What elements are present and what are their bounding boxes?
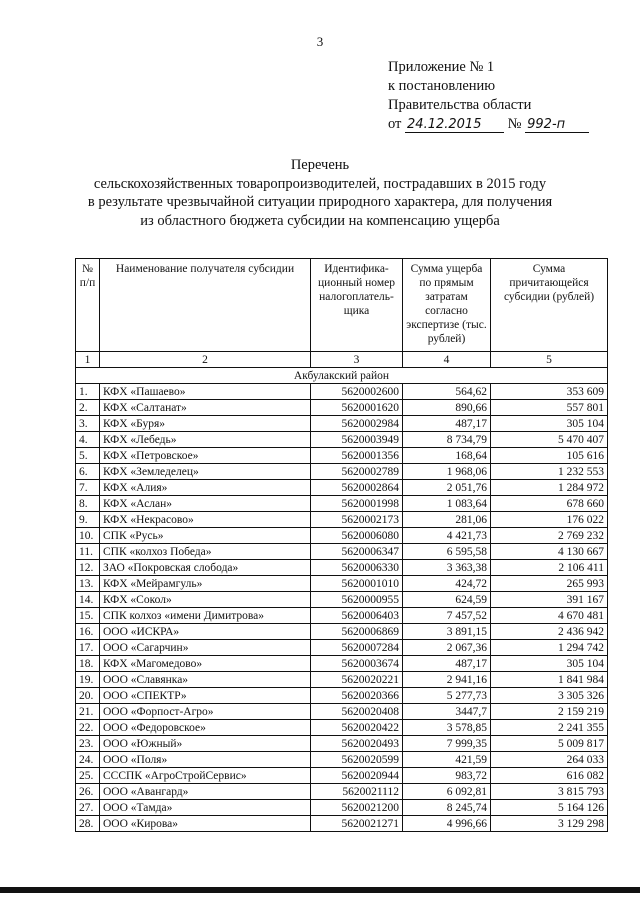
table-row [76, 672, 608, 688]
table-row [76, 736, 608, 752]
table-row [76, 512, 608, 528]
subsidy-amount: 176 022 [491, 512, 608, 528]
number-label: № [507, 116, 522, 132]
table-row [76, 768, 608, 784]
table-row [76, 784, 608, 800]
inn-value: 5620002789 [311, 464, 403, 480]
recipient-name: СПК «Русь» [100, 528, 311, 544]
damage-amount: 168,64 [403, 448, 491, 464]
subsidy-amount: 1 284 972 [491, 480, 608, 496]
subsidy-amount: 2 106 411 [491, 560, 608, 576]
inn-value: 5620021200 [311, 800, 403, 816]
damage-amount: 983,72 [403, 768, 491, 784]
row-number: 9. [76, 512, 100, 528]
header-subsidy: Сумма причитающейся субсидии (рублей) [491, 259, 608, 352]
recipient-name: КФХ «Пашаево» [100, 384, 311, 400]
inn-value: 5620000955 [311, 592, 403, 608]
recipient-name: ООО «СПЕКТР» [100, 688, 311, 704]
header-number: № п/п [76, 259, 100, 352]
recipient-name: СССПК «АгроСтройСервис» [100, 768, 311, 784]
damage-amount: 4 421,73 [403, 528, 491, 544]
subsidy-amount: 2 159 219 [491, 704, 608, 720]
table-row [76, 400, 608, 416]
row-number: 4. [76, 432, 100, 448]
inn-value: 5620020366 [311, 688, 403, 704]
subsidy-amount: 305 104 [491, 416, 608, 432]
row-number: 14. [76, 592, 100, 608]
inn-value: 5620001010 [311, 576, 403, 592]
table-row [76, 800, 608, 816]
row-number: 28. [76, 816, 100, 832]
recipient-name: ООО «Форпост-Агро» [100, 704, 311, 720]
recipient-name: ООО «Южный» [100, 736, 311, 752]
recipient-name: КФХ «Сокол» [100, 592, 311, 608]
inn-value: 5620020944 [311, 768, 403, 784]
table-row [76, 528, 608, 544]
damage-amount: 7 457,52 [403, 608, 491, 624]
row-number: 19. [76, 672, 100, 688]
damage-amount: 424,72 [403, 576, 491, 592]
recipient-name: ООО «ИСКРА» [100, 624, 311, 640]
inn-value: 5620020221 [311, 672, 403, 688]
row-number: 7. [76, 480, 100, 496]
damage-amount: 2 941,16 [403, 672, 491, 688]
subsidy-amount: 678 660 [491, 496, 608, 512]
header-inn: Идентифика-ционный номер налогоплатель-щика [311, 259, 403, 352]
handwritten-date: 24.12.2015 [405, 118, 504, 133]
inn-value: 5620002600 [311, 384, 403, 400]
row-number: 2. [76, 400, 100, 416]
recipient-name: КФХ «Мейрамгуль» [100, 576, 311, 592]
recipient-name: ООО «Федоровское» [100, 720, 311, 736]
table-row [76, 544, 608, 560]
column-number: 3 [311, 352, 403, 368]
recipient-name: КФХ «Аслан» [100, 496, 311, 512]
recipient-name: КФХ «Некрасово» [100, 512, 311, 528]
subsidy-amount: 616 082 [491, 768, 608, 784]
subsidy-amount: 3 305 326 [491, 688, 608, 704]
damage-amount: 3 363,38 [403, 560, 491, 576]
damage-amount: 1 083,64 [403, 496, 491, 512]
district-name: Акбулакский район [76, 368, 608, 384]
row-number: 8. [76, 496, 100, 512]
recipient-name: ООО «Славянка» [100, 672, 311, 688]
damage-amount: 7 999,35 [403, 736, 491, 752]
subsidy-amount: 4 670 481 [491, 608, 608, 624]
recipient-name: КФХ «Буря» [100, 416, 311, 432]
appendix-block [388, 58, 589, 134]
row-number: 1. [76, 384, 100, 400]
row-number: 12. [76, 560, 100, 576]
row-number: 18. [76, 656, 100, 672]
table-row [76, 688, 608, 704]
inn-value: 5620020422 [311, 720, 403, 736]
table-row [76, 656, 608, 672]
subsidy-amount: 2 241 355 [491, 720, 608, 736]
subsidy-table [75, 258, 608, 832]
subsidy-amount: 5 164 126 [491, 800, 608, 816]
row-number: 22. [76, 720, 100, 736]
subsidy-amount: 264 033 [491, 752, 608, 768]
subsidy-amount: 265 993 [491, 576, 608, 592]
row-number: 13. [76, 576, 100, 592]
subsidy-amount: 5 470 407 [491, 432, 608, 448]
row-number: 25. [76, 768, 100, 784]
subsidy-amount: 2 769 232 [491, 528, 608, 544]
row-number: 16. [76, 624, 100, 640]
inn-value: 5620021112 [311, 784, 403, 800]
subsidy-amount: 391 167 [491, 592, 608, 608]
damage-amount: 3 891,15 [403, 624, 491, 640]
row-number: 10. [76, 528, 100, 544]
title-line3: в результате чрезвычайной ситуации природного характера, для получения [87, 194, 553, 210]
table-row [76, 592, 608, 608]
inn-value: 5620021271 [311, 816, 403, 832]
title-line2: сельскохозяйственных товаропроизводителей, пострадавших в 2015 году [93, 175, 547, 192]
appendix-line2: к постановлению [388, 78, 496, 94]
damage-amount: 564,62 [403, 384, 491, 400]
page-number: 3 [316, 34, 324, 49]
damage-amount: 2 067,36 [403, 640, 491, 656]
table-row [76, 480, 608, 496]
subsidy-amount: 1 294 742 [491, 640, 608, 656]
inn-value: 5620002173 [311, 512, 403, 528]
damage-amount: 8 734,79 [403, 432, 491, 448]
subsidy-amount: 353 609 [491, 384, 608, 400]
from-label: от [388, 116, 402, 132]
scan-bottom-border [0, 887, 640, 893]
damage-amount: 281,06 [403, 512, 491, 528]
damage-amount: 6 595,58 [403, 544, 491, 560]
subsidy-amount: 305 104 [491, 656, 608, 672]
document-title [60, 156, 580, 230]
row-number: 15. [76, 608, 100, 624]
recipient-name: КФХ «Алия» [100, 480, 311, 496]
table-row [76, 464, 608, 480]
row-number: 3. [76, 416, 100, 432]
column-number: 4 [403, 352, 491, 368]
damage-amount: 1 968,06 [403, 464, 491, 480]
table-row [76, 416, 608, 432]
damage-amount: 4 996,66 [403, 816, 491, 832]
row-number: 26. [76, 784, 100, 800]
table-header-row [76, 259, 608, 352]
inn-value: 5620020599 [311, 752, 403, 768]
subsidy-amount: 3 129 298 [491, 816, 608, 832]
inn-value: 5620006080 [311, 528, 403, 544]
damage-amount: 3 578,85 [403, 720, 491, 736]
inn-value: 5620006347 [311, 544, 403, 560]
recipient-name: КФХ «Салтанат» [100, 400, 311, 416]
inn-value: 5620001998 [311, 496, 403, 512]
recipient-name: СПК колхоз «имени Димитрова» [100, 608, 311, 624]
inn-value: 5620002864 [311, 480, 403, 496]
subsidy-amount: 2 436 942 [491, 624, 608, 640]
appendix-decree-line [388, 115, 589, 134]
row-number: 23. [76, 736, 100, 752]
table-row [76, 496, 608, 512]
table-row [76, 752, 608, 768]
damage-amount: 624,59 [403, 592, 491, 608]
damage-amount: 8 245,74 [403, 800, 491, 816]
inn-value: 5620002984 [311, 416, 403, 432]
column-number: 1 [76, 352, 100, 368]
header-name: Наименование получателя субсидии [100, 259, 311, 352]
subsidy-amount: 1 841 984 [491, 672, 608, 688]
table-row [76, 384, 608, 400]
recipient-name: ООО «Тамда» [100, 800, 311, 816]
recipient-name: ООО «Авангард» [100, 784, 311, 800]
damage-amount: 6 092,81 [403, 784, 491, 800]
damage-amount: 487,17 [403, 416, 491, 432]
row-number: 17. [76, 640, 100, 656]
row-number: 11. [76, 544, 100, 560]
title-line1: Перечень [290, 157, 350, 173]
table-row [76, 720, 608, 736]
inn-value: 5620006330 [311, 560, 403, 576]
column-number-row [76, 352, 608, 368]
table-row [76, 704, 608, 720]
row-number: 5. [76, 448, 100, 464]
appendix-line1: Приложение № 1 [388, 59, 495, 75]
subsidy-amount: 5 009 817 [491, 736, 608, 752]
recipient-name: ООО «Кирова» [100, 816, 311, 832]
table-row [76, 624, 608, 640]
subsidy-amount: 3 815 793 [491, 784, 608, 800]
recipient-name: СПК «колхоз Победа» [100, 544, 311, 560]
damage-amount: 421,59 [403, 752, 491, 768]
row-number: 24. [76, 752, 100, 768]
inn-value: 5620003674 [311, 656, 403, 672]
row-number: 27. [76, 800, 100, 816]
recipient-name: КФХ «Петровское» [100, 448, 311, 464]
table-row [76, 816, 608, 832]
recipient-name: КФХ «Магомедово» [100, 656, 311, 672]
handwritten-number: 992-п [525, 118, 589, 133]
damage-amount: 890,66 [403, 400, 491, 416]
subsidy-amount: 557 801 [491, 400, 608, 416]
title-line4: из областного бюджета субсидии на компенсацию ущерба [140, 212, 500, 229]
inn-value: 5620006869 [311, 624, 403, 640]
recipient-name: ЗАО «Покровская слобода» [100, 560, 311, 576]
table-row [76, 560, 608, 576]
recipient-name: КФХ «Лебедь» [100, 432, 311, 448]
appendix-line3: Правительства области [388, 97, 532, 113]
inn-value: 5620003949 [311, 432, 403, 448]
inn-value: 5620001356 [311, 448, 403, 464]
inn-value: 5620001620 [311, 400, 403, 416]
column-number: 5 [491, 352, 608, 368]
inn-value: 5620020408 [311, 704, 403, 720]
subsidy-amount: 4 130 667 [491, 544, 608, 560]
header-damage: Сумма ущерба по прямым затратам согласно экспертизе (тыс. рублей) [403, 259, 491, 352]
recipient-name: ООО «Сагарчин» [100, 640, 311, 656]
damage-amount: 487,17 [403, 656, 491, 672]
inn-value: 5620006403 [311, 608, 403, 624]
table-row [76, 448, 608, 464]
subsidy-amount: 105 616 [491, 448, 608, 464]
damage-amount: 2 051,76 [403, 480, 491, 496]
table-row [76, 640, 608, 656]
table-row [76, 432, 608, 448]
table-row [76, 576, 608, 592]
damage-amount: 5 277,73 [403, 688, 491, 704]
inn-value: 5620020493 [311, 736, 403, 752]
damage-amount: 3447,7 [403, 704, 491, 720]
district-row [76, 368, 608, 384]
recipient-name: КФХ «Земледелец» [100, 464, 311, 480]
recipient-name: ООО «Поля» [100, 752, 311, 768]
column-number: 2 [100, 352, 311, 368]
subsidy-amount: 1 232 553 [491, 464, 608, 480]
row-number: 21. [76, 704, 100, 720]
inn-value: 5620007284 [311, 640, 403, 656]
row-number: 6. [76, 464, 100, 480]
table-row [76, 608, 608, 624]
row-number: 20. [76, 688, 100, 704]
